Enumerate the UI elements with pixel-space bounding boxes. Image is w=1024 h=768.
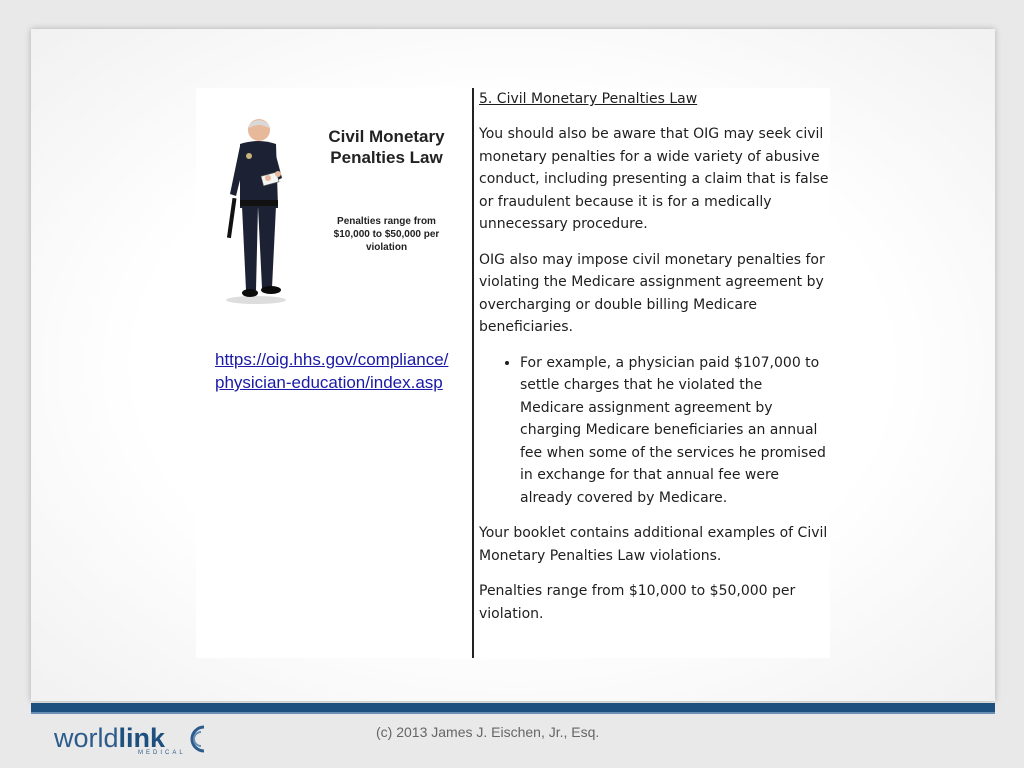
footer-bar-accent [31,712,995,714]
oig-compliance-link[interactable]: https://oig.hhs.gov/compliance/physician-education/index.asp [215,350,449,392]
article-paragraph-2: OIG also may impose civil monetary penalties for violating the Medicare assignment agreement by overcharging or double billing Medicare beneficiaries. [479,251,825,335]
logo-subtext: MEDICAL [138,750,186,756]
article-paragraph-1: You should also be aware that OIG may seek civil monetary penalties for a wide variety of abusive conduct, including presenting a claim that is false or fraudulent because it is for a medically unnecessary procedure. [479,126,829,232]
article-panel [479,88,829,625]
slide-content [196,88,830,658]
footer-bar [31,703,995,712]
article-heading: 5. Civil Monetary Penalties Law [479,91,698,107]
worldlink-logo [54,720,224,760]
list-item: • For example, a physician paid $107,000 to settle charges that he violated the Medicare assignment agreement by charging Medicare beneficiaries an annual fee when some of the services he promised in exchange for that annual fee were already covered by Medicare. [520,352,829,510]
logo-word-bold: link [118,723,166,753]
police-officer-image [216,116,296,306]
article-paragraph-4: Penalties range from $10,000 to $50,000 per violation. [479,583,796,622]
left-panel [196,88,472,658]
copyright-text: (c) 2013 James J. Eischen, Jr., Esq. [376,724,600,740]
poster-subtitle: Penalties range from $10,000 to $50,000 per violation [333,216,440,253]
bullet-list [479,352,829,510]
logo-word-light: world [54,723,119,753]
column-divider [472,88,474,658]
poster-title: Civil Monetary Penalties Law [328,127,445,167]
article-paragraph-3: Your booklet contains additional examples of Civil Monetary Penalties Law violations. [479,525,828,564]
logo-arc-icon [186,724,212,754]
